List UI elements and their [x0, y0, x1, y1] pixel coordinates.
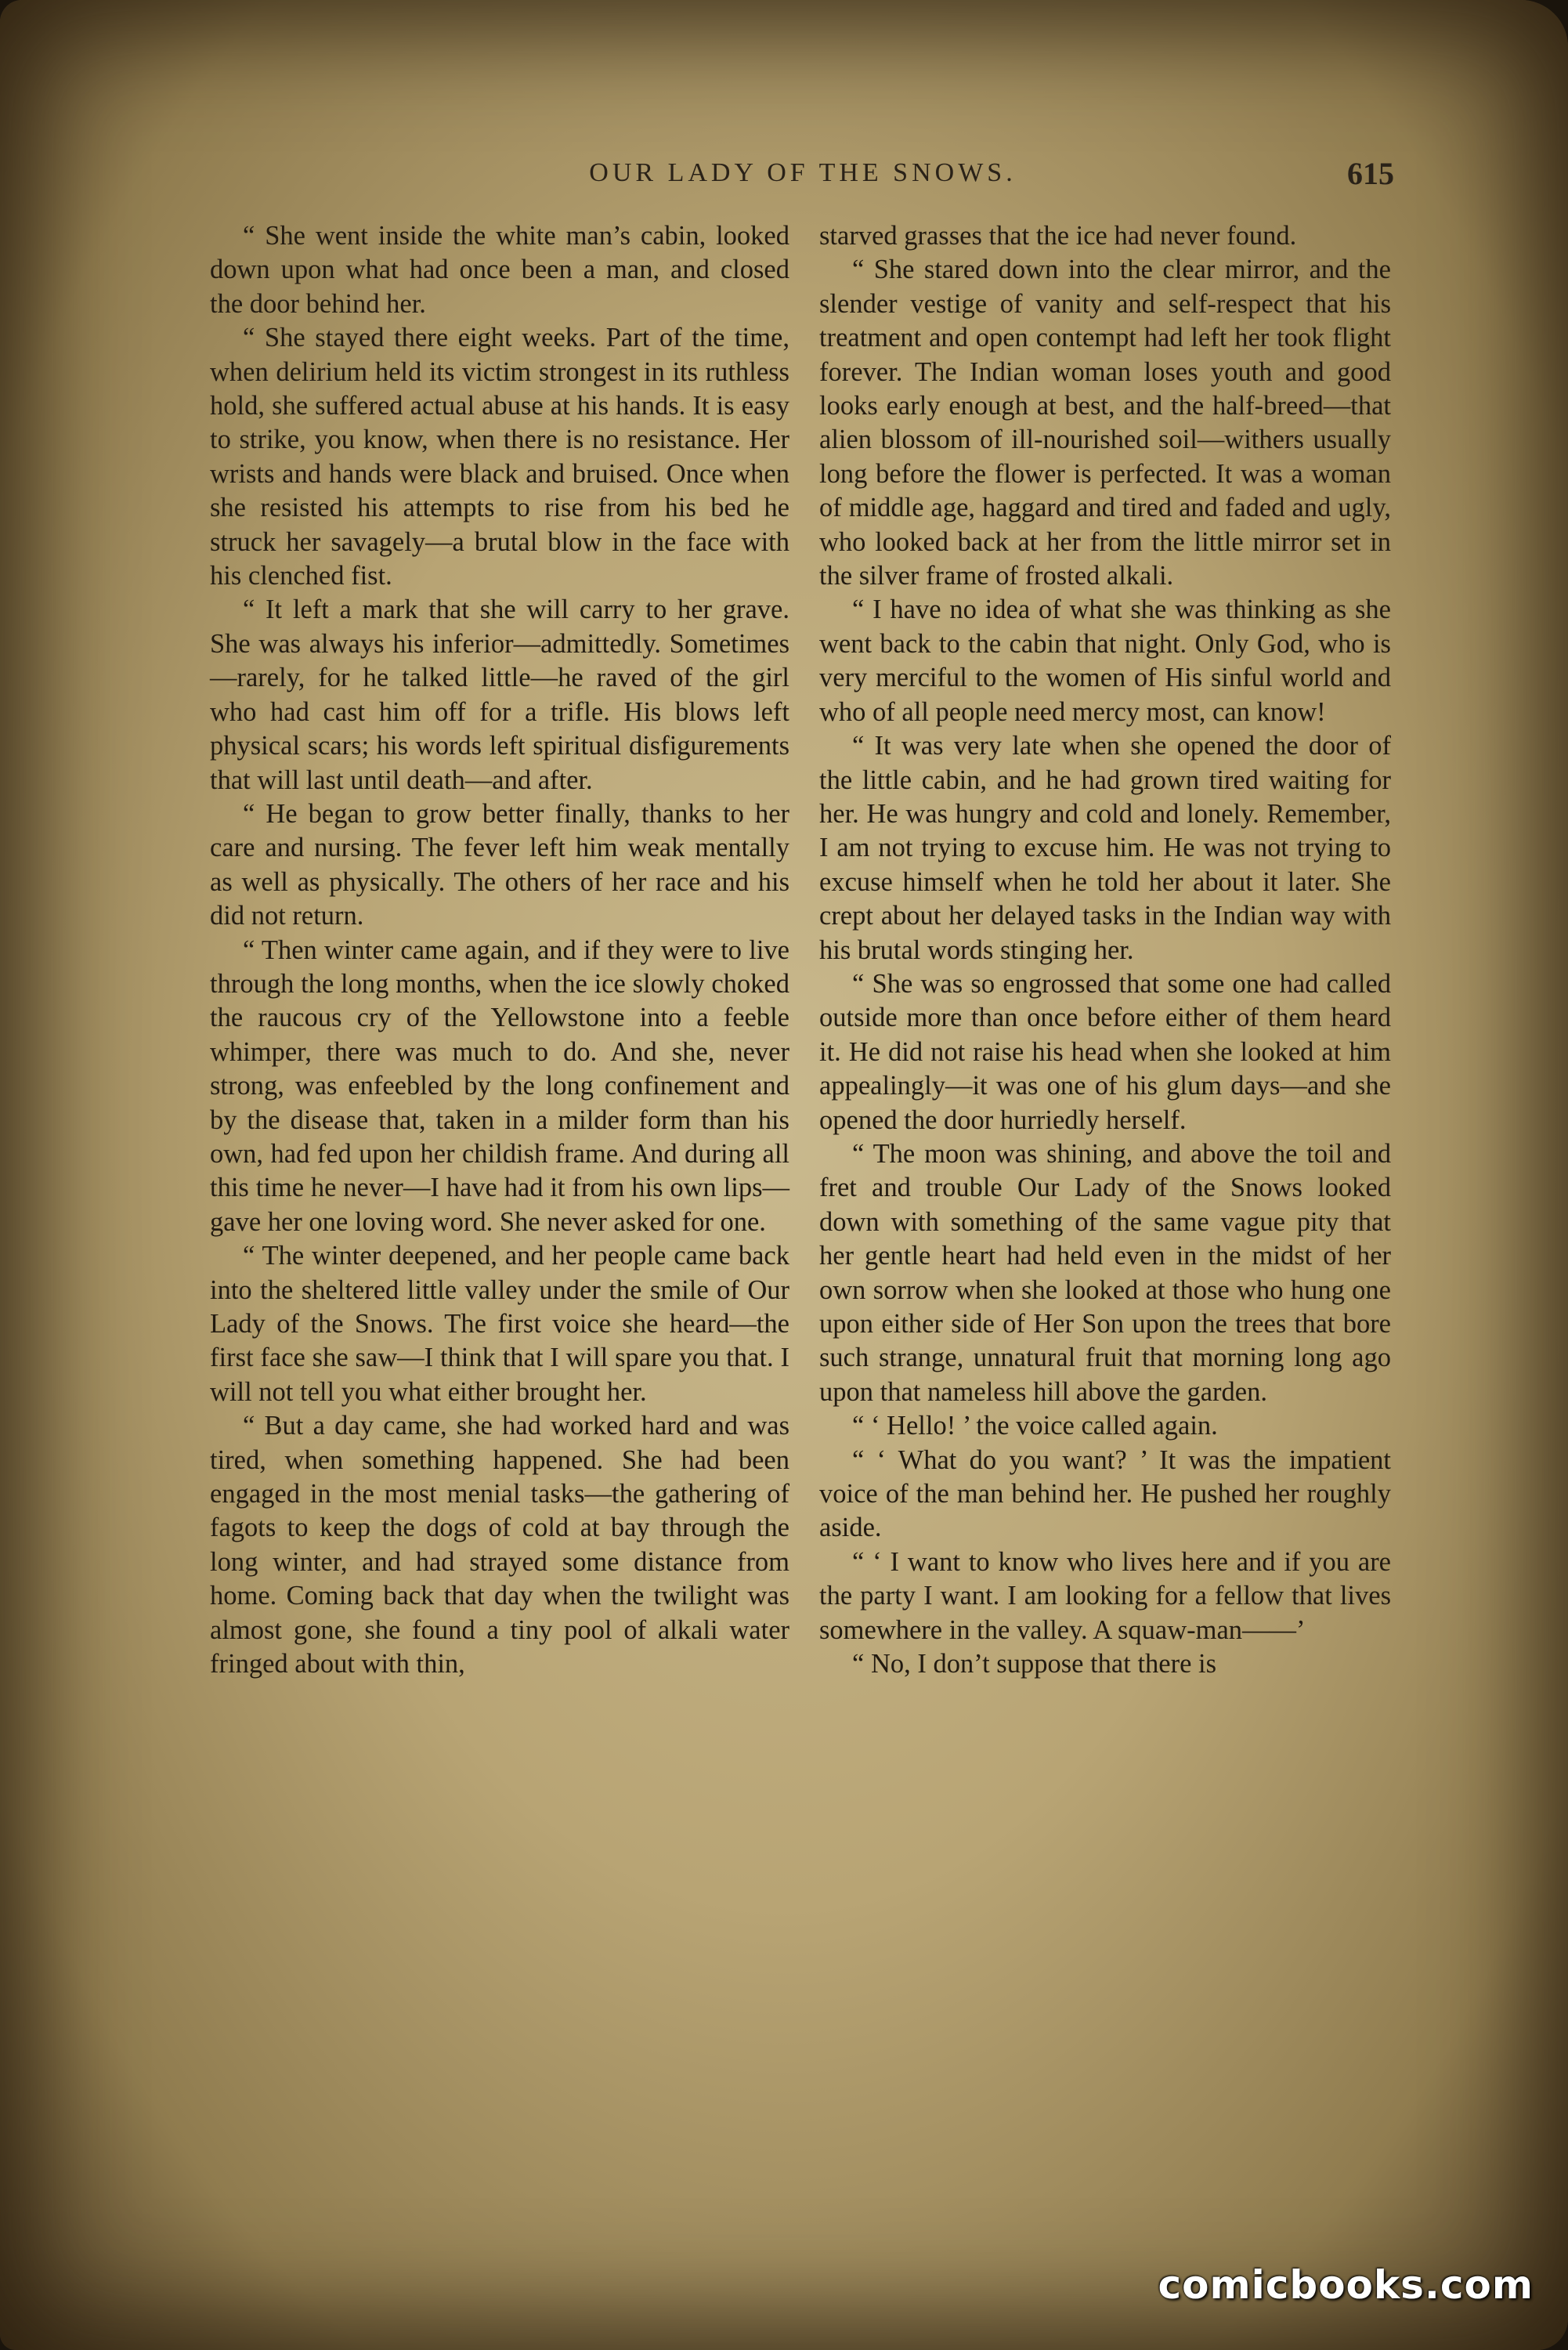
- paragraph: “ The moon was shining, and above the toil and fret and trouble Our Lady of the Snows looked down with something of the same vague pity that her gentle heart had held even in the midst of her own sorrow when she looked at those who hung one upon either side of Her Son upon the trees that bore such strange, unnatural fruit that morning long ago upon that nameless hill above the garden.: [819, 1138, 1391, 1407]
- paragraph: “ No, I don’t suppose that there is: [852, 1649, 1217, 1679]
- page-number: 615: [1347, 156, 1394, 191]
- paragraph: “ She stayed there eight weeks. Part of the time, when delirium held its victim strongest in its ruthless hold, she suffered actual abuse at his hands. It is easy to strike, you know, when there is no resistance. Her wrists and hands were black and bruised. Once when she resisted his attempts to rise from his bed he struck her savagely—a brutal blow in the face with his clenched fist.: [210, 323, 789, 591]
- paragraph: “ She stared down into the clear mirror, and the slender vestige of vanity and self-respect that his treatment and open contempt had left her took flight forever. The Indian woman loses youth and good looks early enough at best, and the half-breed—that alien blossom of ill-nourished soil—withers usually long before the flower is perfected. It was a woman of middle age, haggard and tired and faded and ugly, who looked back at her from the little mirror set in the silver frame of frosted alkali.: [819, 255, 1391, 591]
- paragraph: “ She was so engrossed that some one had called outside more than once before either of them heard it. He did not raise his head when she looked at him appealingly—it was one of his glum days—and she opened the door hurriedly herself.: [819, 968, 1391, 1135]
- paragraph: “ ‘ I want to know who lives here and if you are the party I want. I am looking for a fellow that lives somewhere in the valley. A squaw-man——’: [819, 1546, 1391, 1645]
- paragraph-continuation: starved grasses that the ice had never found.: [819, 221, 1297, 251]
- paragraph: “ Then winter came again, and if they were to live through the long months, when the ice slowly choked the raucous cry of the Yellowstone into a feeble whimper, there was much to do. And she, never strong, was enfeebled by the long confinement and by the disease that, taken in a milder form than his own, had fed upon her childish frame. And during all this time he never—I have had it from his own lips—gave her one loving word. She never asked for one.: [210, 935, 789, 1237]
- paragraph: “ I have no idea of what she was thinking as she went back to the cabin that night. Only God, who is very merciful to the women of His sinful world and who of all people need mercy most, can know!: [819, 595, 1391, 727]
- text-column-right: [819, 219, 1391, 1681]
- paragraph: “ The winter deepened, and her people came back into the sheltered little valley under the smile of Our Lady of the Snows. The first voice she heard—the first face she saw—I think that I will spare you that. I will not tell you what either brought her.: [210, 1241, 789, 1407]
- paragraph: “ But a day came, she had worked hard and was tired, when something happened. She had been engaged in the most menial tasks—the gathering of fagots to keep the dogs of cold at bay through the long winter, and had strayed some distance from home. Coming back that day when the twilight was almost gone, she found a tiny pool of alkali water fringed about with thin,: [210, 1411, 789, 1679]
- paragraph: “ She went inside the white man’s cabin, looked down upon what had once been a man, and closed the door behind her.: [210, 221, 789, 319]
- paragraph: “ It was very late when she opened the door of the little cabin, and he had grown tired waiting for her. He was hungry and cold and lonely. Remember, I am not trying to excuse him. He was not trying to excuse himself when he told her about it later. She crept about her delayed tasks in the Indian way with his brutal words stinging her.: [819, 731, 1391, 965]
- paragraph: “ It left a mark that she will carry to her grave. She was always his inferior—admittedly. Sometimes—rarely, for he talked little—he raved of the girl who had cast him off for a trifle. His blows left physical scars; his words left spiritual disfigurements that will last until death—and after.: [210, 595, 789, 795]
- running-title: OUR LADY OF THE SNOWS.: [589, 158, 1017, 187]
- text-column-left: [210, 219, 789, 1681]
- watermark: comicbooks.com: [1158, 2262, 1534, 2308]
- paragraph: “ ‘ Hello! ’ the voice called again.: [852, 1411, 1218, 1441]
- paragraph: “ ‘ What do you want? ’ It was the impatient voice of the man behind her. He pushed her roughly aside.: [819, 1444, 1391, 1543]
- paragraph: “ He began to grow better finally, thanks to her care and nursing. The fever left him weak mentally as well as physically. The others of her race and his did not return.: [210, 798, 789, 931]
- page-header: [211, 155, 1394, 202]
